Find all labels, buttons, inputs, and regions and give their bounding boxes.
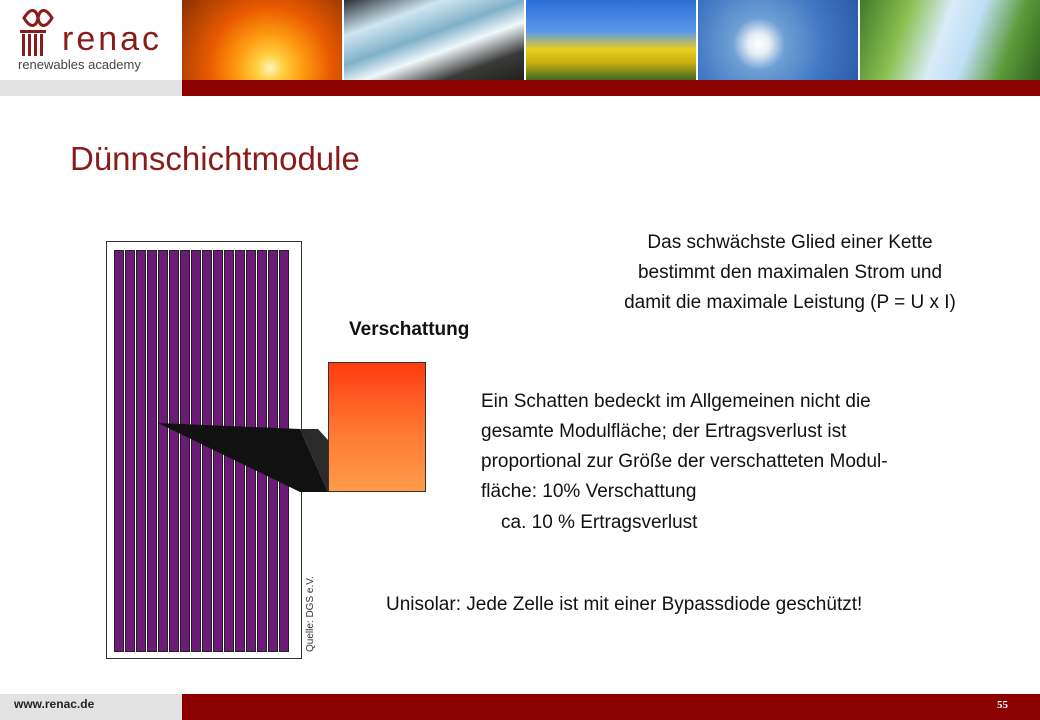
quote-line: Das schwächste Glied einer Kette bbox=[647, 232, 933, 253]
quote-line: damit die maximale Leistung (P = U x I) bbox=[624, 292, 956, 313]
shading-label: Verschattung bbox=[349, 319, 470, 340]
result-text: ca. 10 % Ertragsverlust bbox=[501, 512, 698, 533]
source-caption: Quelle: DGS e.V. bbox=[305, 576, 316, 652]
footer-url: www.renac.de bbox=[14, 697, 95, 711]
paragraph-line: gesamte Modulfläche; der Ertragsverlust ist bbox=[481, 421, 847, 442]
footer-red-bar bbox=[182, 694, 1040, 720]
shading-object bbox=[328, 362, 426, 492]
quote-line: bestimmt den maximalen Strom und bbox=[637, 262, 943, 283]
logo-name: renac bbox=[62, 20, 163, 58]
unisolar-note: Unisolar: Jede Zelle ist mit einer Bypassdiode geschützt! bbox=[386, 594, 863, 615]
page-title: Dünnschichtmodule bbox=[70, 140, 360, 177]
paragraph-line: Ein Schatten bedeckt im Allgemeinen nicht die bbox=[481, 391, 871, 412]
page-number: 55 bbox=[997, 699, 1008, 711]
paragraph-line: proportional zur Größe der verschatteten Modul- bbox=[481, 451, 888, 472]
result-line bbox=[481, 507, 1011, 538]
paragraph-line: fläche: 10% Verschattung bbox=[481, 481, 697, 502]
logo-tagline: renewables academy bbox=[18, 57, 141, 72]
shading-explanation bbox=[481, 387, 1011, 538]
weakest-link-quote bbox=[560, 228, 1020, 318]
